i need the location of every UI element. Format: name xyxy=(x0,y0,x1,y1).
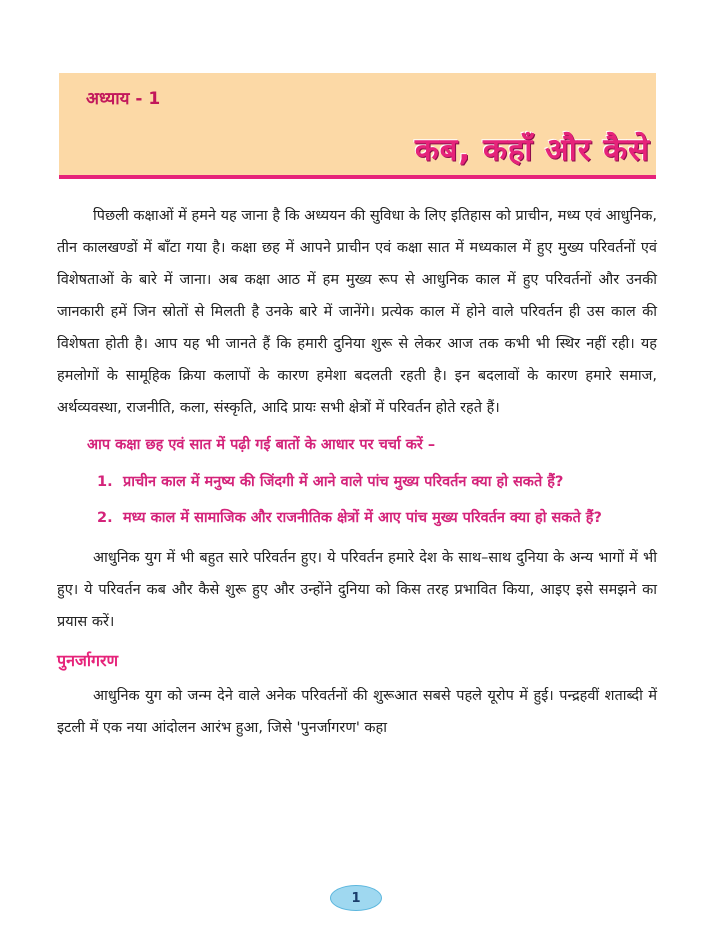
question-text: प्राचीन काल में मनुष्य की जिंदगी में आने वाले पांच मुख्य परिवर्तन क्या हो सकते हैं? xyxy=(123,474,564,490)
page-number: 1 xyxy=(351,890,361,906)
intro-paragraph: पिछली कक्षाओं में हमने यह जाना है कि अध्ययन की सुविधा के लिए इतिहास को प्राचीन, मध्य एवं आधुनिक, तीन कालखण्डों में बाँटा गया है। कक्षा छह में आपने प्राचीन एवं कक्षा सात में मध्यकाल में हुए मुख्य परिवर्तनों एवं विशेषताओं के बारे में जाना। अब कक्षा आठ में हम मुख्य रूप से आधुनिक काल में हुए परिवर्तनों और उनकी जानकारी हमें जिन स्रोतों से मिलती है उनके बारे में जानेंगे। प्रत्येक काल में होने वाले परिवर्तन ही उस काल की विशेषता होती है। आप यह भी जानते हैं कि हमारी दुनिया शुरू से लेकर आज तक कभी भी स्थिर नहीं रही। यह हमलोगों के सामूहिक क्रिया कलापों के कारण हमेशा बदलती रहती है। इन बदलावों के कारण हमारे समाज, अर्थव्यवस्था, राजनीति, कला, संस्कृति, आदि प्रायः सभी क्षेत्रों में परिवर्तन होते रहते हैं। xyxy=(57,208,657,416)
discussion-prompt: आप कक्षा छह एवं सात में पढ़ी गई बातों के आधार पर चर्चा करें – xyxy=(87,437,436,453)
discussion-question xyxy=(97,500,657,536)
chapter-label: अध्याय - 1 xyxy=(86,89,161,109)
question-number: 2. xyxy=(97,510,113,526)
page-content xyxy=(57,200,657,744)
section-heading: पुनर्जागरण xyxy=(57,651,119,670)
discussion-question xyxy=(97,464,657,500)
question-number: 1. xyxy=(97,474,113,490)
chapter-title: कब, कहाँ और कैसे xyxy=(414,132,650,168)
discussion-question-list xyxy=(57,464,657,536)
question-text: मध्य काल में सामाजिक और राजनीतिक क्षेत्रों में आए पांच मुख्य परिवर्तन क्या हो सकते हैं? xyxy=(123,510,602,526)
modern-era-paragraph: आधुनिक युग में भी बहुत सारे परिवर्तन हुए। ये परिवर्तन हमारे देश के साथ–साथ दुनिया के अन्य भागों में भी हुए। ये परिवर्तन कब और कैसे शुरू हुए और उन्होंने दुनिया को किस तरह प्रभावित किया, आइए इसे समझने का प्रयास करें। xyxy=(57,550,657,630)
renaissance-paragraph: आधुनिक युग को जन्म देने वाले अनेक परिवर्तनों की शुरूआत सबसे पहले यूरोप में हुई। पन्द्रहवीं शताब्दी में इटली में एक नया आंदोलन आरंभ हुआ, जिसे 'पुनर्जागरण' कहा xyxy=(57,688,657,736)
chapter-header-rule xyxy=(59,175,656,179)
page-number-badge xyxy=(330,885,382,911)
